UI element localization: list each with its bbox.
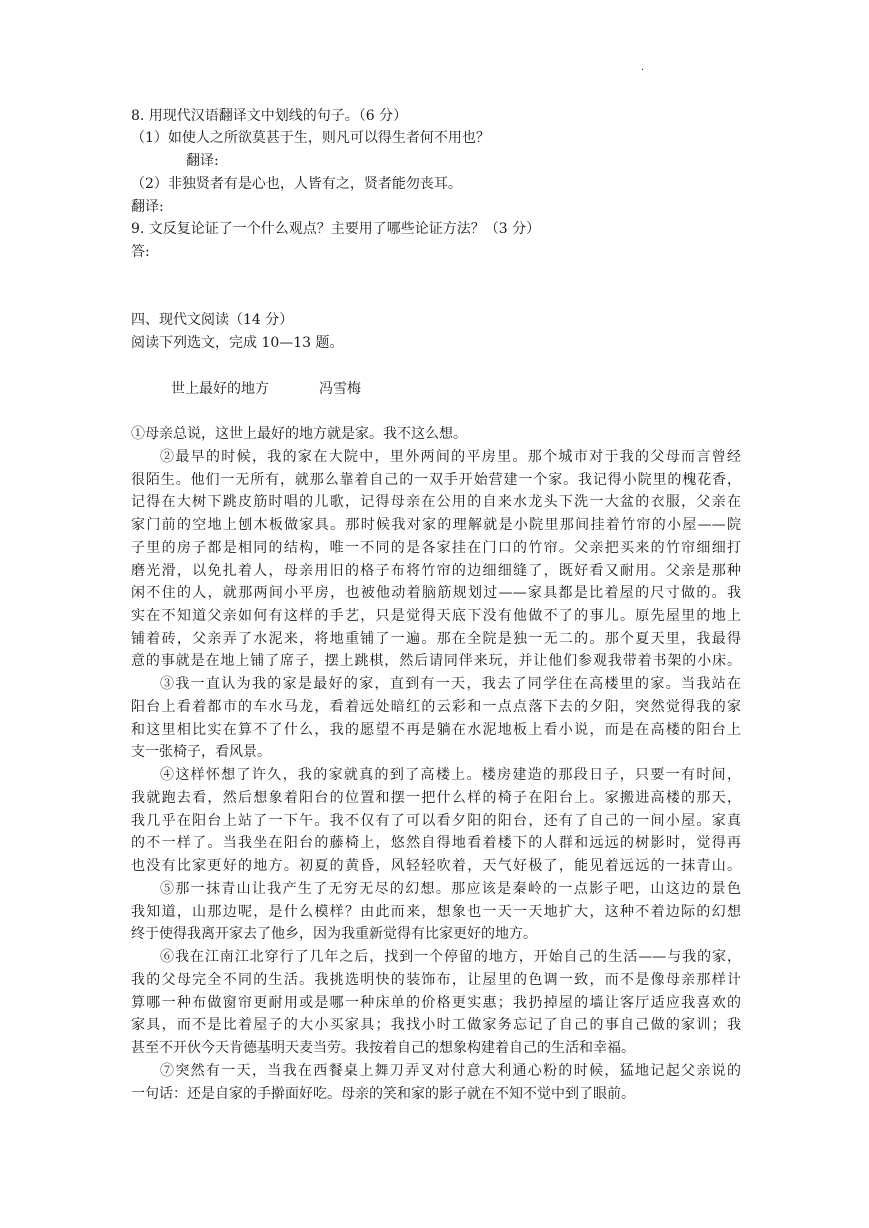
article-title: 世上最好的地方 — [171, 381, 269, 397]
paragraph-line: 子里的房子都是相同的结构，唯一不同的是各家挂在门口的竹帘。父亲把买来的竹帘细细打 — [131, 540, 741, 556]
question-9-stem: 9. 文反复论证了一个什么观点？主要用了哪些论证方法？（3 分） — [131, 221, 541, 237]
article-title-line — [171, 378, 361, 400]
paragraph-line: ⑦突然有一天，当我在西餐桌上舞刀弄叉对付意大利通心粉的时候，猛地记起父亲说的 — [160, 1063, 741, 1079]
paragraph-line: ①母亲总说，这世上最好的地方就是家。我不这么想。 — [131, 426, 467, 442]
paragraph-line: 也没有比家更好的地方。初夏的黄昏，风轻轻吹着，天气好极了，能见着远远的一抹青山。 — [131, 858, 741, 874]
paragraph-line: 意的事就是在地上铺了席子，摆上跳棋，然后请同伴来玩，并让他们参观我带着书架的小床。 — [131, 653, 741, 669]
question-8-part-2: （2）非独贤者有是心也，人皆有之，贤者能勿丧耳。 — [131, 176, 462, 192]
paragraph-line: 铺着砖，父亲弄了水泥来，将地重铺了一遍。那在全院是独一无二的。那个夏天里，我最得 — [131, 631, 741, 647]
paragraph-line: 甚至不开伙今天肯德基明天麦当劳。我按着自己的想象构建着自己的生活和幸福。 — [131, 1040, 635, 1056]
question-8-stem: 8. 用现代汉语翻译文中划线的句子。（6 分） — [131, 108, 408, 124]
paragraph-line: ⑤那一抹青山让我产生了无穷无尽的幻想。那应该是秦岭的一点影子吧，山这边的景色 — [160, 881, 741, 897]
paragraph-line: 算哪一种布做窗帘更耐用或是哪一种床单的价格更实惠；我扔掉屋的墙让客厅适应我喜欢的 — [131, 995, 741, 1011]
paragraph-line: 阳台上看着都市的车水马龙，看着远处暗红的云彩和一点点落下去的夕阳，突然觉得我的家 — [131, 699, 741, 715]
paragraph-line: 实在不知道父亲如何有这样的手艺，只是觉得天底下没有他做不了的事儿。原先屋里的地上 — [131, 608, 741, 624]
question-8-part-1: （1）如使人之所欲莫甚于生，则凡可以得生者何不用也？ — [131, 130, 490, 146]
paragraph-line: 的不一样了。当我坐在阳台的藤椅上，悠然自得地看着楼下的人群和远远的树影时，觉得再 — [131, 835, 741, 851]
reading-instruction: 阅读下列选文，完成 10—13 题。 — [131, 335, 344, 351]
paragraph-line: 很陌生。他们一无所有，就那么靠着自己的一双手开始营建一个家。我记得小院里的槐花香， — [131, 472, 741, 488]
paragraph-line: 我几乎在阳台上站了一下午。我不仅有了可以看夕阳的阳台，还有了自己的一间小屋。家真 — [131, 813, 741, 829]
paragraph-line: 终于使得我离开家去了他乡，因为我重新觉得有比家更好的地方。 — [131, 926, 537, 942]
paragraph-line: 记得在大树下跳皮筋时唱的儿歌，记得母亲在公用的自来水龙头下洗一大盆的衣服，父亲在 — [131, 494, 741, 510]
section-heading: 四、现代文阅读（14 分） — [131, 312, 294, 328]
paragraph-line: 我知道，山那边呢，是什么模样？由此而来，想象也一天一天地扩大，这种不着边际的幻想 — [131, 904, 741, 920]
paragraph-line: 一句话：还是自家的手擀面好吃。母亲的笑和家的影子就在不知不觉中到了眼前。 — [131, 1086, 635, 1102]
paragraph-line: 支一张椅子，看风景。 — [131, 744, 271, 760]
question-9-answer-label: 答: — [131, 244, 150, 260]
paragraph-line: 我的父母完全不同的生活。我挑选明快的装饰布，让屋里的色调一致，而不是像母亲那样计 — [131, 972, 741, 988]
paragraph-line: ②最早的时候，我的家在大院中，里外两间的平房里。那个城市对于我的父母而言曾经 — [160, 449, 741, 465]
paragraph-line: ④这样怀想了许久，我的家就真的到了高楼上。楼房建造的那段日子，只要一有时间， — [160, 767, 741, 783]
paragraph-line: ③我一直认为我的家是最好的家，直到有一天，我去了同学住在高楼里的家。当我站在 — [160, 676, 741, 692]
paragraph-line: 家门前的空地上刨木板做家具。那时候我对家的理解就是小院里那间挂着竹帘的小屋——院 — [131, 517, 741, 533]
paragraph-line: 家具，而不是比着屋子的大小买家具；我找小时工做家务忘记了自己的事自己做的家训；我 — [131, 1017, 741, 1033]
paragraph-line: 我就跑去看，然后想象着阳台的位置和摆一把什么样的椅子在阳台上。家搬进高楼的那天， — [131, 790, 741, 806]
article-author: 冯雪梅 — [319, 381, 361, 397]
paragraph-line: 和这里相比实在算不了什么，我的愿望不再是躺在水泥地板上看小说，而是在高楼的阳台上 — [131, 722, 741, 738]
question-8-part-2-answer-label: 翻译: — [131, 199, 164, 215]
paragraph-line: 磨光滑，以免扎着人，母亲用旧的格子布将竹帘的边细细缝了，既好看又耐用。父亲是那种 — [131, 563, 741, 579]
paragraph-line: ⑥我在江南江北穿行了几年之后，找到一个停留的地方，开始自己的生活——与我的家， — [160, 949, 741, 965]
page-marker: . — [641, 62, 645, 73]
paragraph-line: 闲不住的人，就那两间小平房，也被他动着脑筋规划过——家具都是比着屋的尺寸做的。我 — [131, 585, 741, 601]
question-8-part-1-answer-label: 翻译: — [186, 153, 219, 169]
